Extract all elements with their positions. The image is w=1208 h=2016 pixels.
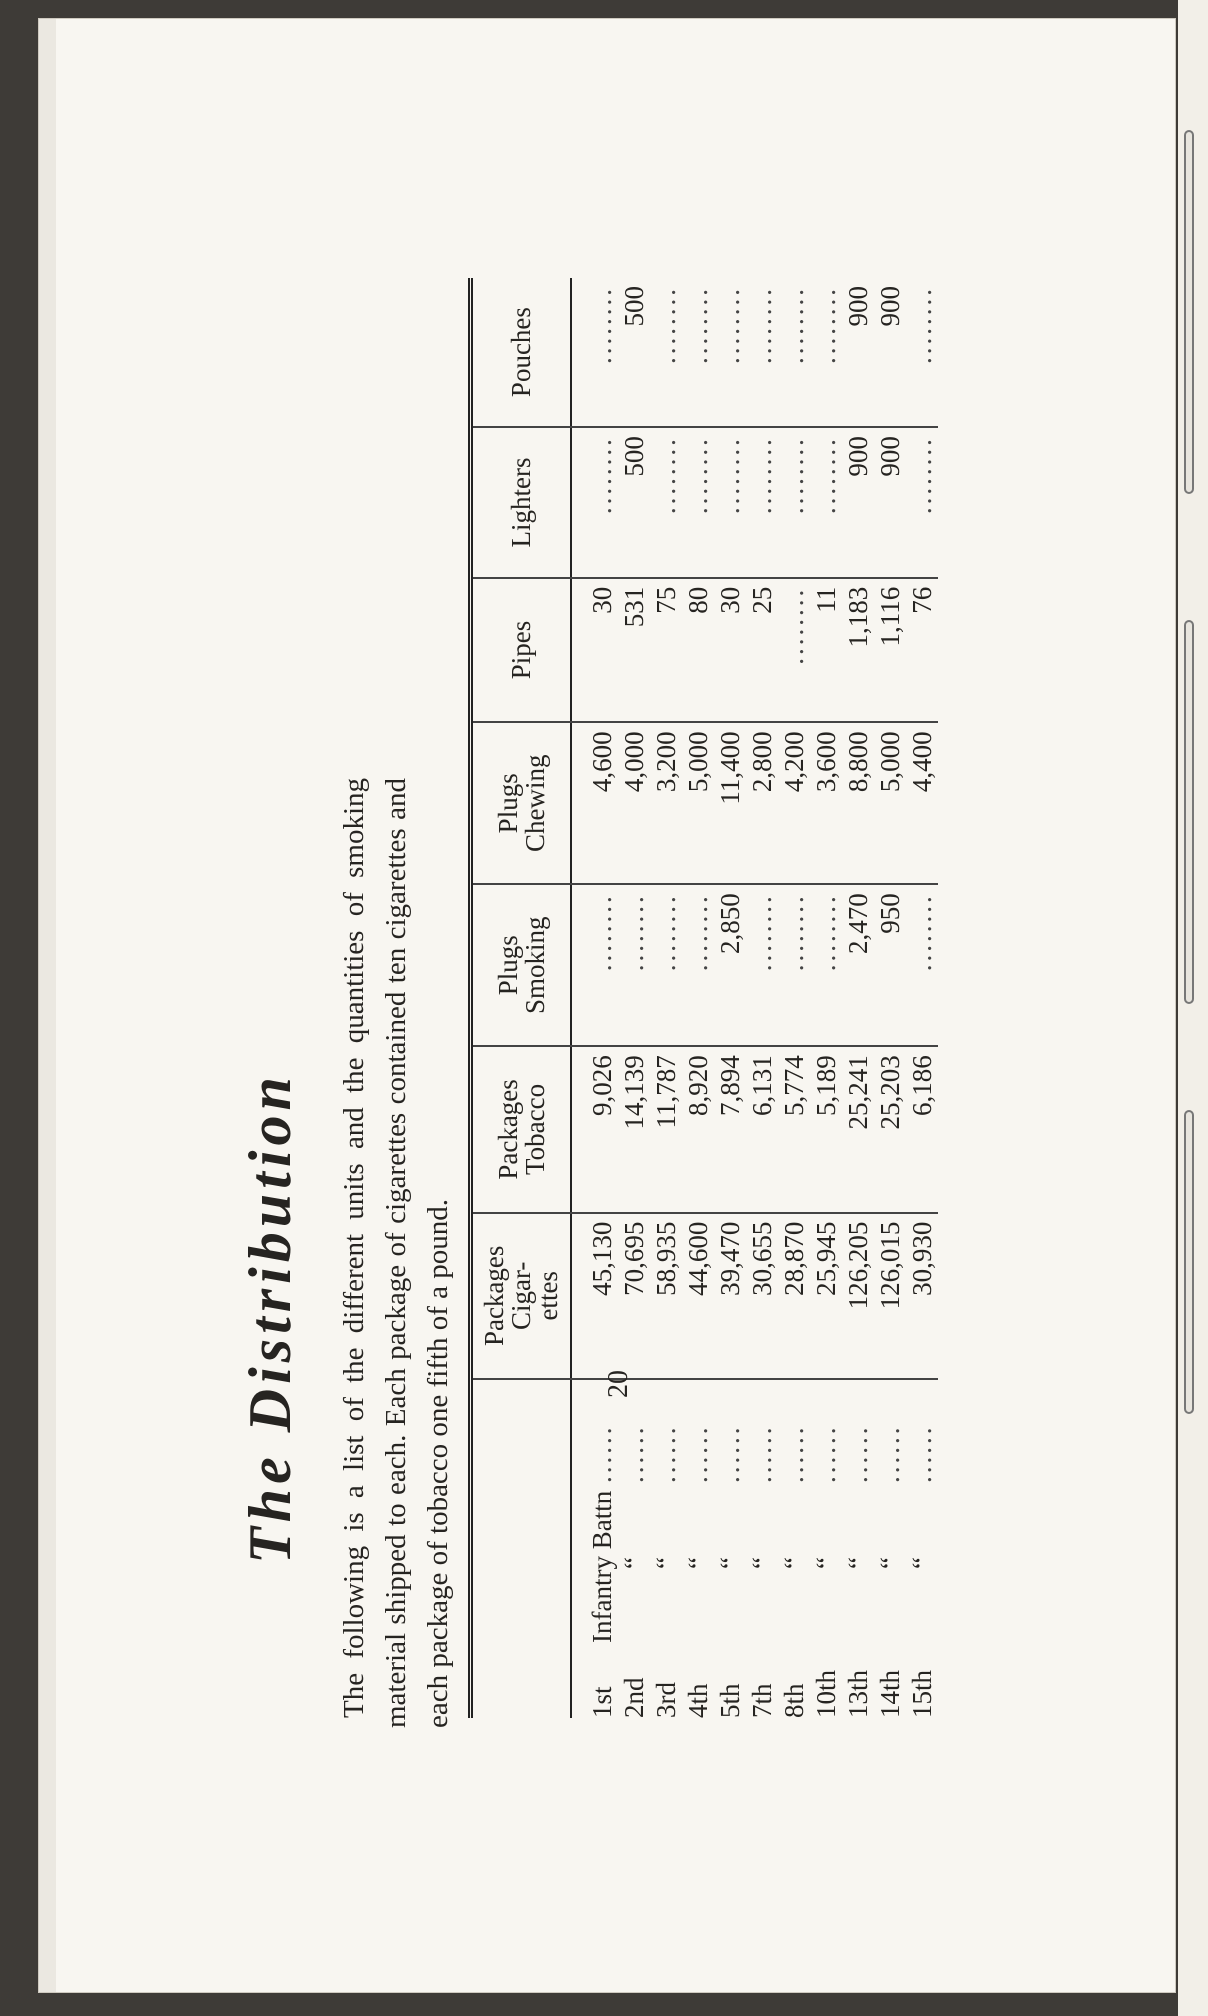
cell-unit: 5th“...... — [715, 1424, 745, 1718]
cell-pouches: ........ — [682, 278, 714, 427]
cell-unit: 14th“...... — [875, 1424, 905, 1718]
cell-cigarettes: 126,015 — [874, 1213, 906, 1379]
cell-tobacco: 25,241 — [842, 1046, 874, 1212]
unit-label: “ — [715, 1557, 745, 1569]
table-row — [810, 278, 842, 1718]
cell-unit: 3rd“...... — [651, 1424, 681, 1718]
page-title: The Distribution — [237, 1072, 303, 1564]
unit-label: “ — [683, 1557, 713, 1569]
table-body — [571, 278, 938, 1718]
table-row — [650, 278, 682, 1718]
cell-pouches: ........ — [810, 278, 842, 427]
cell-plugs-smoking: ........ — [906, 884, 938, 1046]
cell-pipes: 531 — [618, 578, 650, 723]
cell-plugs-smoking: 2,850 — [714, 884, 746, 1046]
table-row — [618, 278, 650, 1718]
table-header — [471, 278, 572, 1718]
cell-cigarettes: 39,470 — [714, 1213, 746, 1379]
cell-tobacco: 11,787 — [650, 1046, 682, 1212]
unit-label: “ — [651, 1557, 681, 1569]
page-number: 20 — [603, 1370, 634, 1398]
table-row — [682, 278, 714, 1718]
unit-ordinal: 15th — [907, 1669, 937, 1718]
book-page — [38, 18, 1176, 1993]
cell-cigarettes: 30,655 — [746, 1213, 778, 1379]
cell-plugs-chewing: 2,800 — [746, 722, 778, 884]
cell-plugs-smoking: ........ — [810, 884, 842, 1046]
cell-pipes: 80 — [682, 578, 714, 723]
cell-plugs-smoking: 950 — [874, 884, 906, 1046]
cell-plugs-chewing: 4,200 — [778, 722, 810, 884]
unit-label: Infantry Battn — [587, 1490, 617, 1643]
unit-ordinal: 13th — [843, 1669, 873, 1718]
unit-ordinal: 4th — [683, 1683, 713, 1718]
unit-ordinal: 7th — [747, 1683, 777, 1718]
cell-cigarettes: 45,130 — [571, 1213, 618, 1379]
cell-lighters: ........ — [810, 427, 842, 578]
unit-label: “ — [875, 1557, 905, 1569]
unit-label: “ — [747, 1557, 777, 1569]
cell-cigarettes: 44,600 — [682, 1213, 714, 1379]
distribution-table — [468, 278, 938, 1718]
cell-plugs-smoking: ........ — [618, 884, 650, 1046]
cell-plugs-smoking: 2,470 — [842, 884, 874, 1046]
unit-label: “ — [907, 1557, 937, 1569]
table-row — [746, 278, 778, 1718]
table-row — [906, 278, 938, 1718]
cell-tobacco: 6,131 — [746, 1046, 778, 1212]
cell-pouches: ........ — [571, 278, 618, 427]
cell-unit: 13th“...... — [843, 1424, 873, 1718]
table-row — [571, 278, 618, 1718]
table-row — [842, 278, 874, 1718]
unit-ordinal: 10th — [811, 1669, 841, 1718]
cell-pipes: 1,116 — [874, 578, 906, 723]
cell-tobacco: 9,026 — [571, 1046, 618, 1212]
cell-lighters: ........ — [778, 427, 810, 578]
rotated-content — [58, 18, 1178, 1878]
cell-cigarettes: 58,935 — [650, 1213, 682, 1379]
cell-unit: 15th“...... — [907, 1424, 937, 1718]
header-tobacco: Packages Tobacco — [471, 1046, 572, 1212]
unit-ordinal: 3rd — [651, 1682, 681, 1718]
page-edge — [1178, 0, 1208, 2016]
cell-unit: 1stInfantry Battn...... — [587, 1424, 617, 1718]
cell-lighters: ........ — [682, 427, 714, 578]
cell-pipes: 30 — [571, 578, 618, 723]
cell-tobacco: 5,774 — [778, 1046, 810, 1212]
cell-cigarettes: 28,870 — [778, 1213, 810, 1379]
cell-lighters: ........ — [746, 427, 778, 578]
intro-paragraph: The following is a list of the different units and the quantities of smoking material shipped to each. Each package of cigarettes contained ten cigarettes and each package of tobacco one fifth of a pound. — [338, 778, 454, 1728]
cell-tobacco: 8,920 — [682, 1046, 714, 1212]
cell-pouches: 500 — [618, 278, 650, 427]
cell-pipes: 75 — [650, 578, 682, 723]
cell-pouches: ........ — [714, 278, 746, 427]
unit-label: “ — [619, 1557, 649, 1569]
cell-lighters: ........ — [571, 427, 618, 578]
cell-cigarettes: 126,205 — [842, 1213, 874, 1379]
header-lighters: Lighters — [471, 427, 572, 578]
unit-label: “ — [843, 1557, 873, 1569]
cell-cigarettes: 25,945 — [810, 1213, 842, 1379]
cell-pouches: 900 — [842, 278, 874, 427]
cell-tobacco: 14,139 — [618, 1046, 650, 1212]
cell-pipes: 11 — [810, 578, 842, 723]
cell-lighters: 900 — [874, 427, 906, 578]
header-pouches: Pouches — [471, 278, 572, 427]
cell-pipes: 25 — [746, 578, 778, 723]
unit-ordinal: 5th — [715, 1683, 745, 1718]
cell-lighters: 900 — [842, 427, 874, 578]
cell-plugs-chewing: 5,000 — [874, 722, 906, 884]
cell-plugs-smoking: ........ — [650, 884, 682, 1046]
cell-pipes: 1,183 — [842, 578, 874, 723]
cell-plugs-smoking: ........ — [571, 884, 618, 1046]
unit-ordinal: 1st — [587, 1686, 617, 1718]
cell-tobacco: 6,186 — [906, 1046, 938, 1212]
cell-cigarettes: 30,930 — [906, 1213, 938, 1379]
cell-unit: 4th“...... — [683, 1424, 713, 1718]
binding-clip — [1184, 130, 1194, 494]
table-row — [778, 278, 810, 1718]
cell-lighters: 500 — [618, 427, 650, 578]
cell-plugs-chewing: 5,000 — [682, 722, 714, 884]
header-cigarettes: Packages Cigar- ettes — [471, 1213, 572, 1379]
header-plugs-chewing: Plugs Chewing — [471, 722, 572, 884]
cell-lighters: ........ — [714, 427, 746, 578]
unit-ordinal: 14th — [875, 1669, 905, 1718]
cell-lighters: ........ — [906, 427, 938, 578]
cell-pipes: 76 — [906, 578, 938, 723]
cell-unit: 2nd“...... — [619, 1424, 649, 1718]
cell-unit: 8th“...... — [779, 1424, 809, 1718]
header-unit — [471, 1379, 572, 1718]
cell-unit: 10th“...... — [811, 1424, 841, 1718]
cell-pouches: 900 — [874, 278, 906, 427]
unit-ordinal: 2nd — [619, 1677, 649, 1718]
cell-pouches: ........ — [906, 278, 938, 427]
cell-tobacco: 7,894 — [714, 1046, 746, 1212]
header-pipes: Pipes — [471, 578, 572, 723]
binding-clip — [1184, 1110, 1194, 1414]
cell-plugs-chewing: 3,600 — [810, 722, 842, 884]
cell-plugs-smoking: ........ — [746, 884, 778, 1046]
cell-pouches: ........ — [778, 278, 810, 427]
unit-label: “ — [811, 1557, 841, 1569]
cell-plugs-chewing: 4,000 — [618, 722, 650, 884]
cell-cigarettes: 70,695 — [618, 1213, 650, 1379]
cell-plugs-smoking: ........ — [778, 884, 810, 1046]
cell-pouches: ........ — [650, 278, 682, 427]
cell-plugs-smoking: ........ — [682, 884, 714, 1046]
binding-clip — [1184, 620, 1194, 1004]
cell-tobacco: 5,189 — [810, 1046, 842, 1212]
cell-plugs-chewing: 11,400 — [714, 722, 746, 884]
table-row — [874, 278, 906, 1718]
cell-plugs-chewing: 4,400 — [906, 722, 938, 884]
unit-ordinal: 8th — [779, 1683, 809, 1718]
cell-plugs-chewing: 3,200 — [650, 722, 682, 884]
cell-pouches: ........ — [746, 278, 778, 427]
header-plugs-smoking: Plugs Smoking — [471, 884, 572, 1046]
cell-unit: 7th“...... — [747, 1424, 777, 1718]
cell-plugs-chewing: 4,600 — [571, 722, 618, 884]
cell-plugs-chewing: 8,800 — [842, 722, 874, 884]
unit-label: “ — [779, 1557, 809, 1569]
cell-tobacco: 25,203 — [874, 1046, 906, 1212]
table-row — [714, 278, 746, 1718]
cell-lighters: ........ — [650, 427, 682, 578]
cell-pipes: 30 — [714, 578, 746, 723]
cell-pipes: ........ — [778, 578, 810, 723]
